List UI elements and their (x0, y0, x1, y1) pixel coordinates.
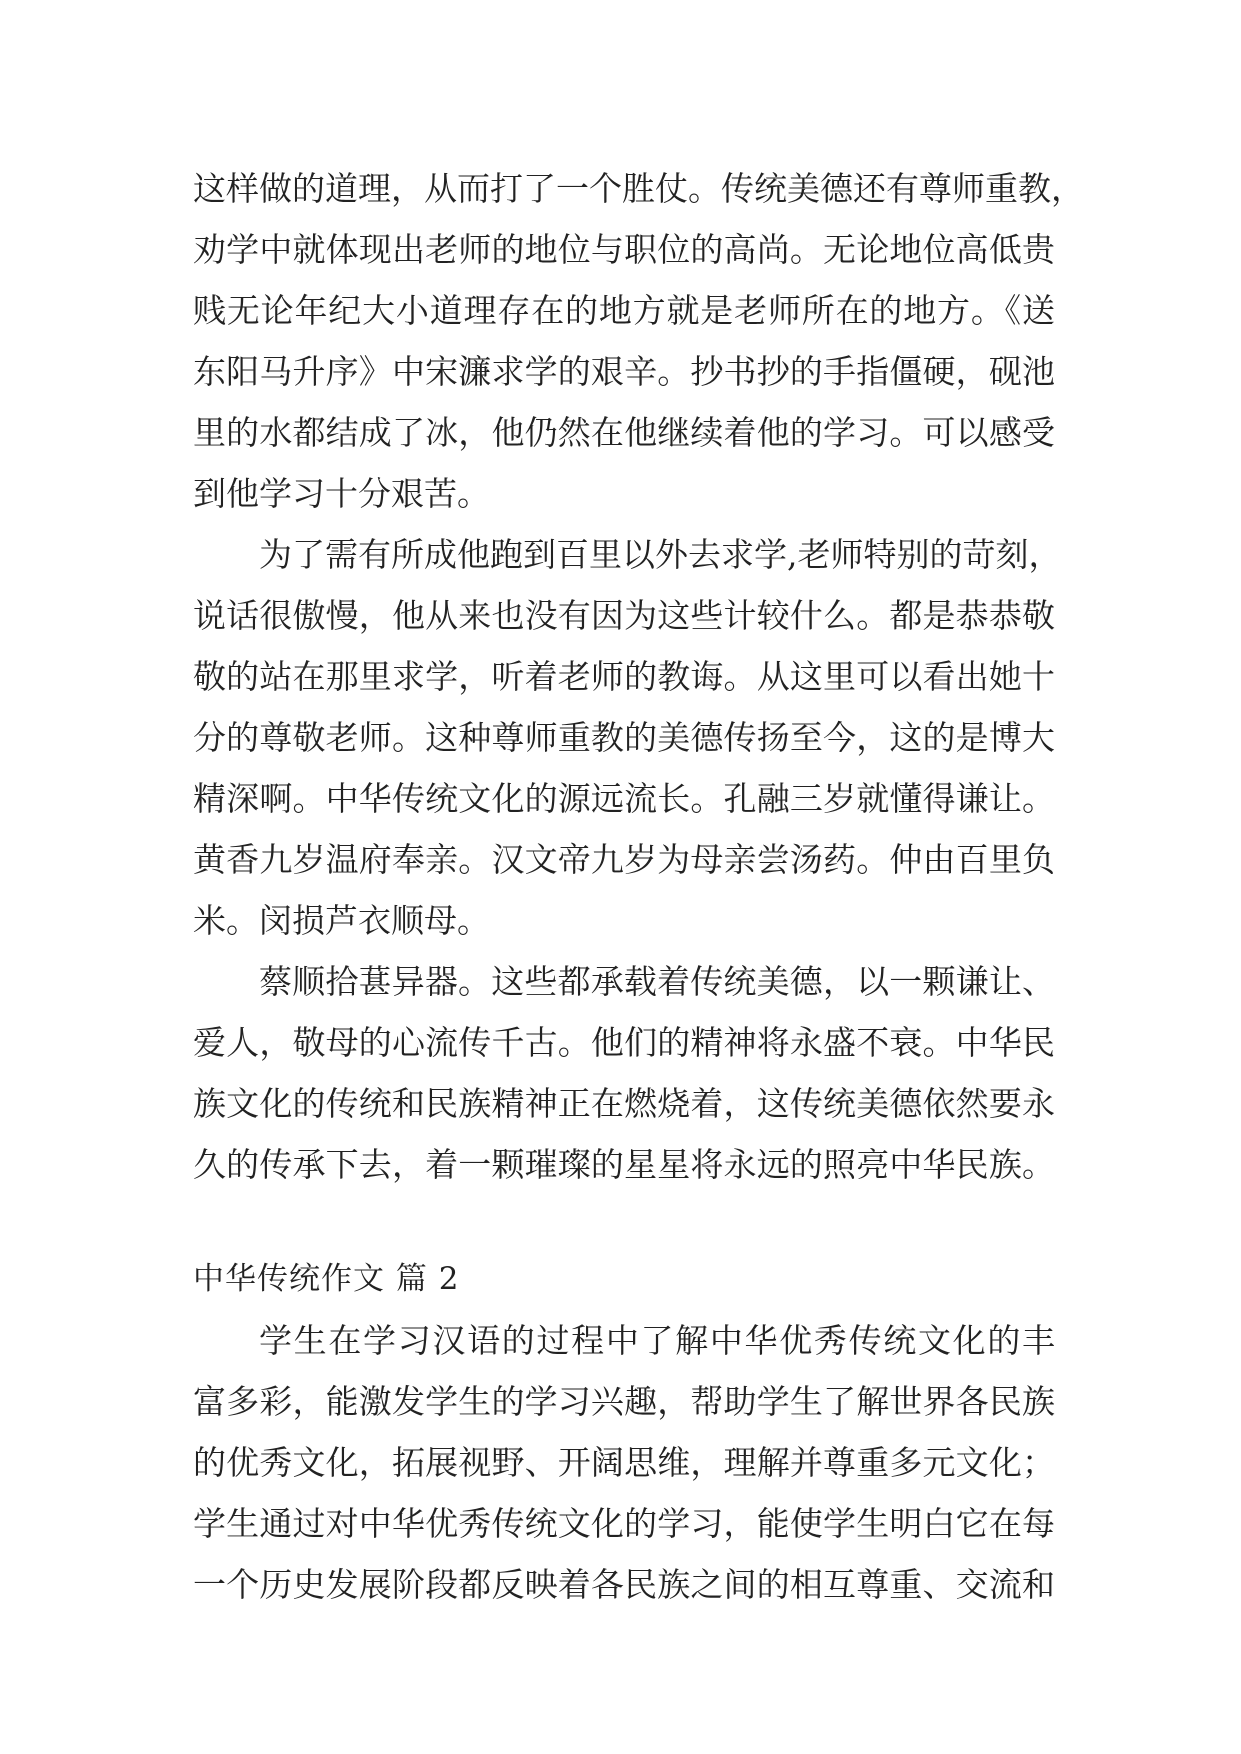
paragraph-1 (193, 158, 1084, 524)
text-line: 为了需有所成他跑到百里以外去求学,老师特别的苛刻， (259, 535, 1062, 574)
text-line: 米。闵损芦衣顺母。 (193, 901, 490, 940)
text-line: 到他学习十分艰苦。 (193, 474, 490, 513)
text-line: 黄香九岁温府奉亲。汉文帝九岁为母亲尝汤药。仲由百里负 (193, 840, 1055, 879)
section-paragraph (193, 1310, 1055, 1615)
text-line: 分的尊敬老师。这种尊师重教的美德传扬至今，这的是博大 (193, 718, 1055, 757)
text-line: 一个历史发展阶段都反映着各民族之间的相互尊重、交流和 (193, 1565, 1055, 1604)
text-line: 精深啊。中华传统文化的源远流长。孔融三岁就懂得谦让。 (193, 779, 1055, 818)
document-page (193, 158, 1084, 1615)
text-line: 的优秀文化，拓展视野、开阔思维，理解并尊重多元文化； (193, 1443, 1055, 1482)
text-line: 学生在学习汉语的过程中了解中华优秀传统文化的丰 (259, 1321, 1055, 1360)
text-line: 富多彩，能激发学生的学习兴趣，帮助学生了解世界各民族 (193, 1382, 1055, 1421)
text-line: 这样做的道理，从而打了一个胜仗。传统美德还有尊师重教， (193, 169, 1084, 208)
text-line: 久的传承下去，着一颗璀璨的星星将永远的照亮中华民族。 (193, 1145, 1055, 1184)
text-line: 说话很傲慢，他从来也没有因为这些计较什么。都是恭恭敬 (193, 596, 1055, 635)
paragraph-2 (193, 524, 1062, 951)
text-line: 族文化的传统和民族精神正在燃烧着，这传统美德依然要永 (193, 1084, 1055, 1123)
text-line: 爱人，敬母的心流传千古。他们的精神将永盛不衰。中华民 (193, 1023, 1055, 1062)
section-title: 中华传统作文 篇 2 (193, 1261, 460, 1297)
text-line: 蔡顺拾葚异器。这些都承载着传统美德，以一颗谦让、 (259, 962, 1055, 1001)
section-spacer (193, 1195, 1055, 1249)
text-line: 劝学中就体现出老师的地位与职位的高尚。无论地位高低贵 (193, 230, 1055, 269)
text-line: 里的水都结成了冰，他仍然在他继续着他的学习。可以感受 (193, 413, 1055, 452)
text-line: 贱无论年纪大小道理存在的地方就是老师所在的地方。《送 (193, 291, 1055, 330)
text-line: 敬的站在那里求学，听着老师的教诲。从这里可以看出她十 (193, 657, 1055, 696)
paragraph-3 (193, 951, 1055, 1195)
text-line: 东阳马升序》中宋濂求学的艰辛。抄书抄的手指僵硬，砚池 (193, 352, 1055, 391)
text-line: 学生通过对中华优秀传统文化的学习，能使学生明白它在每 (193, 1504, 1055, 1543)
